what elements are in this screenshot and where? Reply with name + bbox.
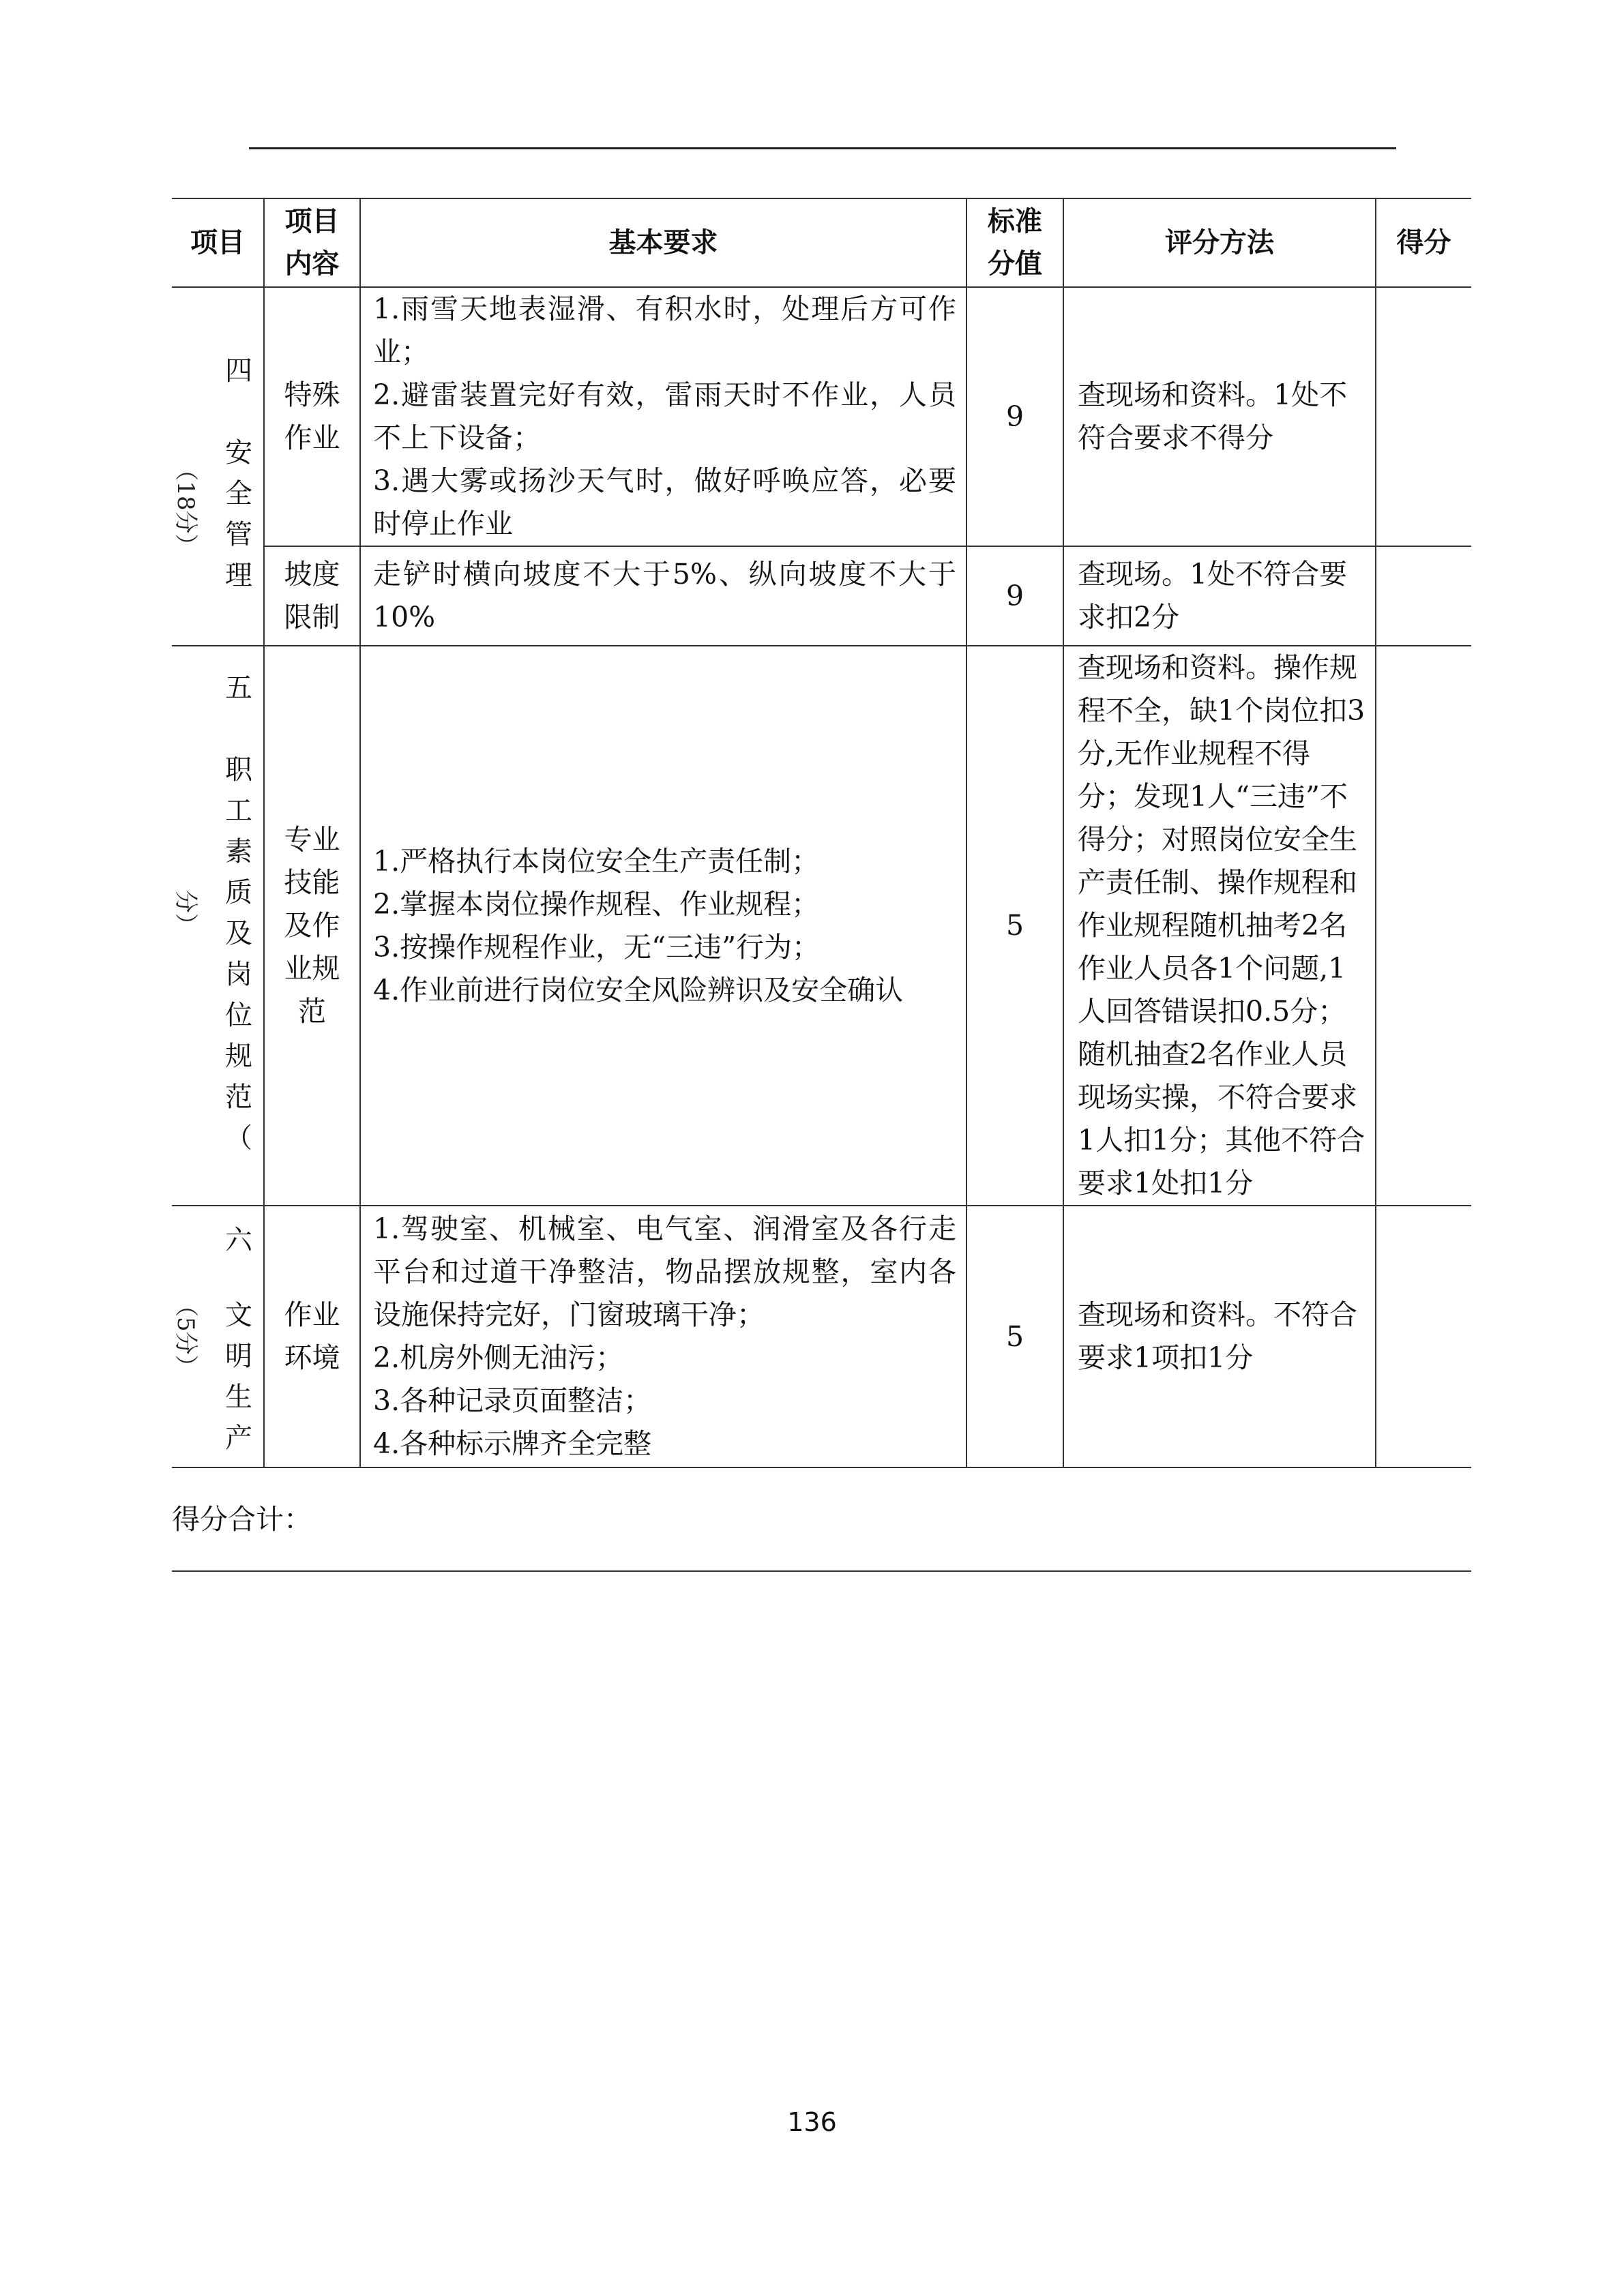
page-number: 136 xyxy=(787,2107,837,2137)
requirement-line: 1.驾驶室、机械室、电气室、润滑室及各行走平台和过道干净整洁，物品摆放规整，室内各设施保持完好，门窗玻璃干净； xyxy=(373,1212,956,1331)
content-line: 特殊 xyxy=(284,378,340,411)
section-char: 职 xyxy=(225,754,252,786)
section-char: 管 xyxy=(225,519,252,550)
section-char: 四 xyxy=(225,355,252,387)
section-char: 生 xyxy=(225,1382,252,1413)
requirement-line: 3.各种记录页面整洁； xyxy=(373,1384,652,1417)
section-char: 全 xyxy=(225,478,252,509)
content-line: 范 xyxy=(298,995,326,1028)
requirement-line: 2.掌握本岗位操作规程、作业规程； xyxy=(373,887,820,921)
score-cell xyxy=(1376,546,1471,646)
section-points: （5分） xyxy=(172,1294,199,1378)
section-char: 产 xyxy=(225,1422,252,1454)
section-char: 质 xyxy=(225,876,252,908)
score-cell xyxy=(1376,646,1471,1206)
section-label-text xyxy=(172,647,263,1205)
section-char: 范 xyxy=(225,1081,252,1113)
requirement-line: 1.雨雪天地表湿滑、有积水时，处理后方可作业； xyxy=(373,293,956,368)
score-cell xyxy=(1376,287,1471,546)
content-cell xyxy=(264,1206,360,1467)
requirement-line: 走铲时横向坡度不大于5%、纵向坡度不大于10% xyxy=(373,558,956,633)
section-char: 素 xyxy=(225,835,252,867)
section-points: 分） xyxy=(172,889,199,936)
section-points: （18分） xyxy=(172,458,199,557)
standard-value: 9 xyxy=(966,546,1063,646)
method-cell: 查现场。1处不符合要求扣2分 xyxy=(1063,546,1376,646)
header-item: 项目 xyxy=(172,198,264,287)
header-method: 评分方法 xyxy=(1063,198,1376,287)
method-cell: 查现场和资料。1处不符合要求不得分 xyxy=(1063,287,1376,546)
content-line: 技能 xyxy=(284,866,340,899)
scoring-table xyxy=(172,198,1471,1572)
section-char: 岗 xyxy=(225,958,252,990)
section-char: 六 xyxy=(225,1225,252,1256)
table-row xyxy=(172,1206,1471,1467)
requirement-line: 2.机房外侧无油污； xyxy=(373,1341,624,1374)
section-char: 五 xyxy=(225,672,252,704)
table-header-row xyxy=(172,198,1471,287)
requirement-line: 2.避雷装置完好有效，雷雨天时不作业，人员不上下设备； xyxy=(373,378,956,454)
requirement-line: 4.各种标示牌齐全完整 xyxy=(373,1427,652,1460)
section-char: 文 xyxy=(225,1300,252,1331)
content-cell xyxy=(264,287,360,546)
standard-value: 5 xyxy=(966,646,1063,1206)
requirement-line: 3.按操作规程作业，无“三违”行为； xyxy=(373,930,821,964)
header-requirement: 基本要求 xyxy=(360,198,966,287)
standard-value: 5 xyxy=(966,1206,1063,1467)
requirement-line: 3.遇大雾或扬沙天气时，做好呼唤应答，必要时停止作业 xyxy=(373,464,956,540)
requirement-line: 1.严格执行本岗位安全生产责任制； xyxy=(373,844,820,878)
content-line: 坡度 xyxy=(284,558,340,591)
header-rule xyxy=(249,147,1396,149)
method-cell: 查现场和资料。不符合要求1项扣1分 xyxy=(1063,1206,1376,1467)
section-char: 明 xyxy=(225,1341,252,1372)
section-char: 理 xyxy=(225,560,252,591)
requirement-cell xyxy=(360,1206,966,1467)
section-label xyxy=(172,1206,264,1467)
score-cell xyxy=(1376,1206,1471,1467)
section-label-text xyxy=(172,1206,263,1467)
content-line: 作业 xyxy=(284,421,340,454)
content-cell xyxy=(264,646,360,1206)
requirement-cell xyxy=(360,287,966,546)
section-label xyxy=(172,287,264,646)
content-line: 业规 xyxy=(284,952,340,985)
requirement-line: 4.作业前进行岗位安全风险辨识及安全确认 xyxy=(373,973,904,1007)
standard-value: 9 xyxy=(966,287,1063,546)
content-line: 环境 xyxy=(284,1341,340,1374)
section-char: 规 xyxy=(225,1040,252,1072)
section-char: 工 xyxy=(225,794,252,826)
table-row xyxy=(172,546,1471,646)
section-char: （ xyxy=(225,1122,252,1154)
section-char: 位 xyxy=(225,999,252,1031)
header-standard: 标准 分值 xyxy=(966,198,1063,287)
total-row xyxy=(172,1467,1471,1571)
total-label: 得分合计： xyxy=(172,1467,1471,1571)
section-label xyxy=(172,646,264,1206)
content-cell xyxy=(264,546,360,646)
header-score: 得分 xyxy=(1376,198,1471,287)
content-line: 限制 xyxy=(284,601,340,633)
requirement-cell xyxy=(360,546,966,646)
content-line: 专业 xyxy=(284,823,340,856)
method-cell: 查现场和资料。操作规程不全，缺1个岗位扣3分,无作业规程不得分；发现1人“三违”不得分；对照岗位安全生产责任制、操作规程和作业规程随机抽考2名作业人员各1个问题,1人回答错误扣0.5分；随机抽查2名作业人员现场实操，不符合要求1人扣1分；其他不符合要求1处扣1分 xyxy=(1063,646,1376,1206)
section-char: 及 xyxy=(225,917,252,949)
section-char: 安 xyxy=(225,437,252,468)
requirement-cell xyxy=(360,646,966,1206)
table-row xyxy=(172,287,1471,546)
table-row xyxy=(172,646,1471,1206)
content-line: 及作 xyxy=(284,909,340,942)
content-line: 作业 xyxy=(284,1298,340,1331)
section-label-text xyxy=(172,289,263,644)
header-content: 项目 内容 xyxy=(264,198,360,287)
